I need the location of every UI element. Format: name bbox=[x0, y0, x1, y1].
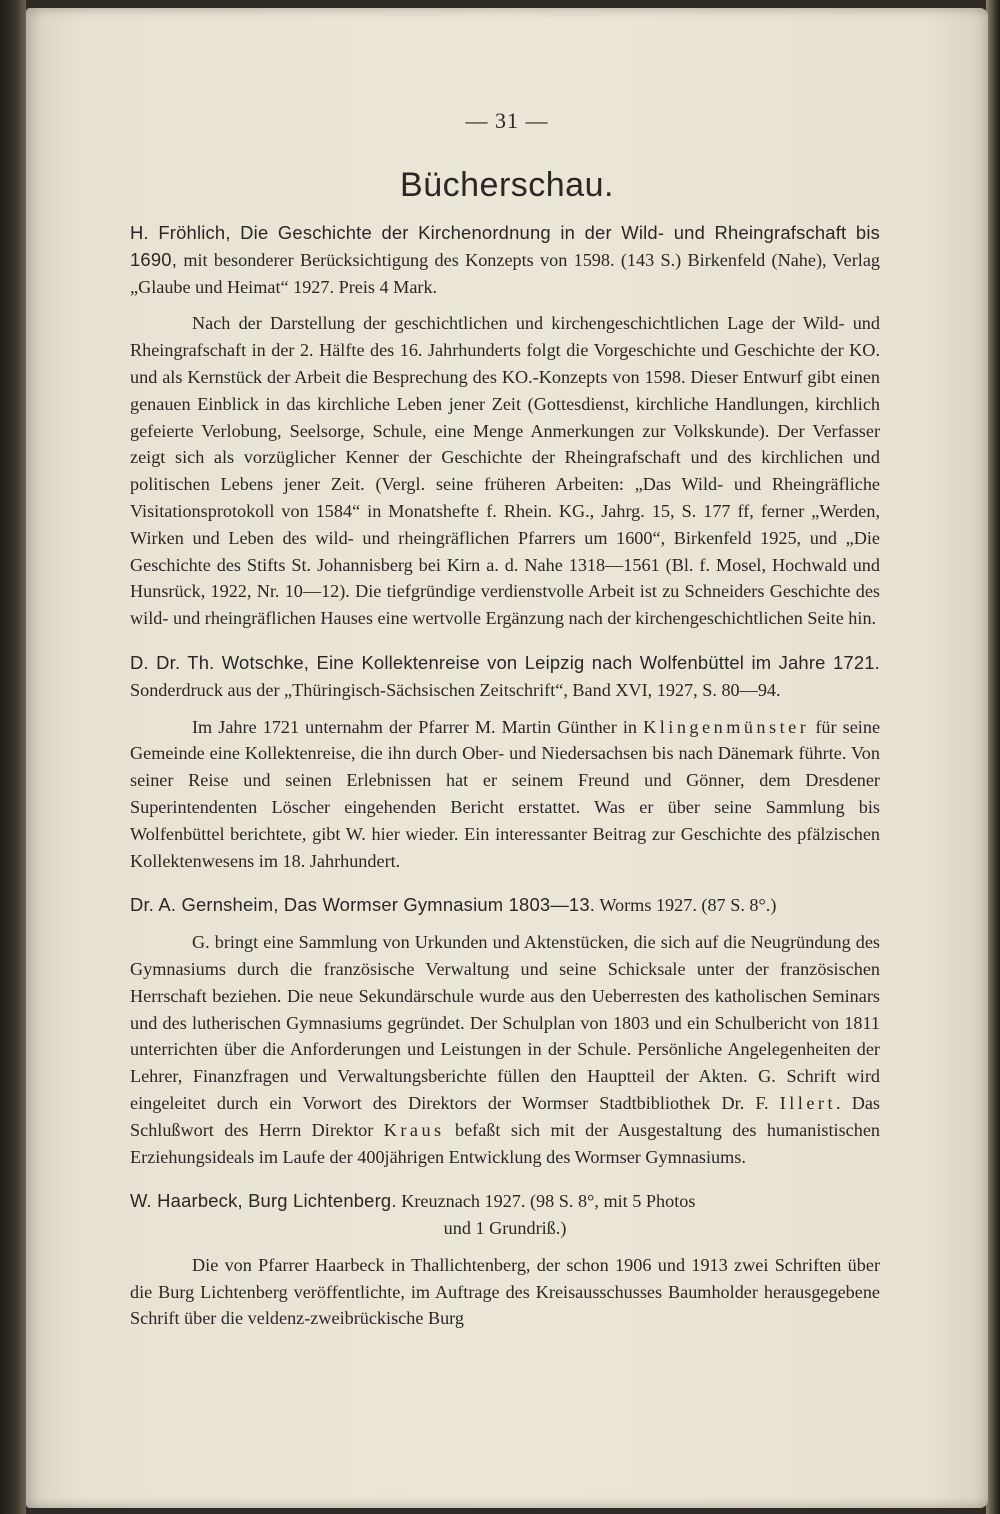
review-entry bbox=[130, 892, 880, 1170]
review-publication: mit besonderer Berücksichtigung des Konzepts von 1598. (143 S.) Birkenfeld (Nahe), Verlag „Glaube und Heimat“ 1927. Preis 4 Mark. bbox=[130, 249, 880, 297]
review-publication: Kreuznach 1927. (98 S. 8°, mit 5 Photos bbox=[401, 1191, 696, 1212]
review-body-emphasis: Illert bbox=[779, 1092, 837, 1113]
page-heading: Bücherschau. bbox=[400, 166, 614, 204]
review-body-text: Im Jahre 1721 unternahm der Pfarrer M. Martin Günther in bbox=[192, 716, 638, 737]
page-number: — 31 — bbox=[465, 108, 549, 133]
review-publication: Worms 1927. (87 S. 8°.) bbox=[599, 895, 777, 916]
review-body: Nach der Darstellung der geschichtlichen und kirchengeschichtlichen Lage der Wild- und Rheingrafschaft in der 2. Hälfte des 16. Jahrhunderts folgt die Vorgeschichte und Geschichte der KO. und als Kernstück der Arbeit die Besprechung des KO.-Konzepts von 1598. Dieser Entwurf gibt einen genauen Einblick in das kirchliche Leben jener Zeit (Gottesdienst, kirchliche Handlungen, kirchlich gefeierte Verlobung, Seelsorge, Schule, eine Menge Anmerkungen zur Volkskunde). Der Verfasser zeigt sich als vorzüglicher Kenner der Geschichte der Rheingrafschaft und des kirchlichen und politischen Lebens jener Zeit. (Vergl. seine früheren Arbeiten: „Das Wild- und Rheingräfliche Visitationsprotokoll von 1584“ in Monatshefte f. Rhein. KG., Jahrg. 15, S. 177 ff, ferner „Werden, Wirken und Leben des wild- und rheingräflichen Pfarrers um 1600“, Birkenfeld 1925, und „Die Geschichte des Stifts St. Johannisberg bei Kirn a. d. Nahe 1318—1561 (Bl. f. Mosel, Hochwald und Hunsrück, 1922, Nr. 10—12). Die tiefgründige verdienstvolle Arbeit ist zu Schneiders Geschichte des wild- und rheingräflichen Hauses eine wertvolle Ergänzung nach der kirchengeschichtlichen Seite hin. bbox=[130, 313, 880, 629]
review-author-title: D. Dr. Th. Wotschke, Eine Kollektenreise von Leipzig nach Wolfenbüttel im Jahre 1721. bbox=[130, 651, 880, 673]
spacer bbox=[130, 874, 880, 892]
book-page bbox=[26, 8, 988, 1508]
review-citation bbox=[130, 1188, 880, 1242]
review-body-text: . Das Schlußwort des Herrn Direktor bbox=[130, 1092, 880, 1140]
review-citation bbox=[130, 650, 880, 704]
review-body bbox=[130, 929, 880, 1170]
review-body-text: G. bringt eine Sammlung von Urkunden und Aktenstücken, die sich auf die Neugründung des Gymnasiums durch die französische Verwaltung und seine Schicksale unter der französischen Herrschaft beziehen. Die neue Sekundärschule wurde aus den Ueberresten des katholischen Seminars und des lutherischen Gymnasiums gegründet. Der Schulplan von 1803 und ein Schulbericht von 1811 unterrichten über die Anforderungen und Leistungen in der Schule. Persönliche Angelegenheiten der Lehrer, Finanzfragen und Verwaltungsberichte füllen den Hauptteil der Akten. G. Schrift wird eingeleitet durch ein Vorwort des Direktors der Wormser Stadtbibliothek Dr. F. bbox=[130, 932, 880, 1113]
review-publication-continued: und 1 Grundriß.) bbox=[443, 1218, 567, 1239]
review-entry bbox=[130, 1188, 880, 1332]
review-publication: Sonderdruck aus der „Thüringisch-Sächsischen Zeitschrift“, Band XVI, 1927, S. 80—94. bbox=[130, 679, 781, 700]
review-body: Die von Pfarrer Haarbeck in Thallichtenberg, der schon 1906 und 1913 zwei Schriften über die Burg Lichtenberg veröffentlichte, im Auftrage des Kreisausschusses Baumholder herausgegebene Schrift über die veldenz-zweibrückische Burg bbox=[130, 1254, 880, 1329]
spacer bbox=[130, 632, 880, 650]
review-body-emphasis: Klingenmünster bbox=[643, 716, 810, 737]
review-body-emphasis: Kraus bbox=[383, 1119, 445, 1140]
review-list bbox=[130, 220, 880, 1332]
review-body-text: befaßt sich mit der Ausgestaltung des humanistischen Erziehungsideals im Laufe der 400jährigen Entwicklung des Wormser Gymnasiums. bbox=[130, 1119, 880, 1167]
review-body bbox=[130, 714, 880, 875]
page-edge bbox=[986, 0, 1000, 1514]
review-entry bbox=[130, 220, 880, 632]
book-binding bbox=[0, 0, 26, 1514]
review-author-title: Dr. A. Gernsheim, Das Wormser Gymnasium 1803—13. bbox=[130, 894, 596, 916]
review-author-title: W. Haarbeck, Burg Lichtenberg. bbox=[130, 1190, 397, 1212]
spacer bbox=[130, 1170, 880, 1188]
review-body-text: für seine Gemeinde eine Kollektenreise, die ihn durch Ober- und Niedersachsen bis nach Dänemark führte. Von seiner Reise und seinen Erlebnissen hat er seinem Freund und Gönner, dem Dresdener Superintendenten Löscher eingehenden Bericht erstattet. Was er über seine Sammlung bis Wolfenbüttel berichtete, gibt W. hier wieder. Ein interessanter Beitrag zur Geschichte des pfälzischen Kollektenwesens im 18. Jahrhundert. bbox=[130, 716, 881, 871]
review-citation bbox=[130, 892, 880, 919]
review-citation bbox=[130, 220, 880, 300]
review-author-title: H. Fröhlich, Die Geschichte der Kirchenordnung in der Wild- und Rheingrafschaft bis 1690, bbox=[130, 222, 880, 270]
review-entry bbox=[130, 650, 880, 874]
